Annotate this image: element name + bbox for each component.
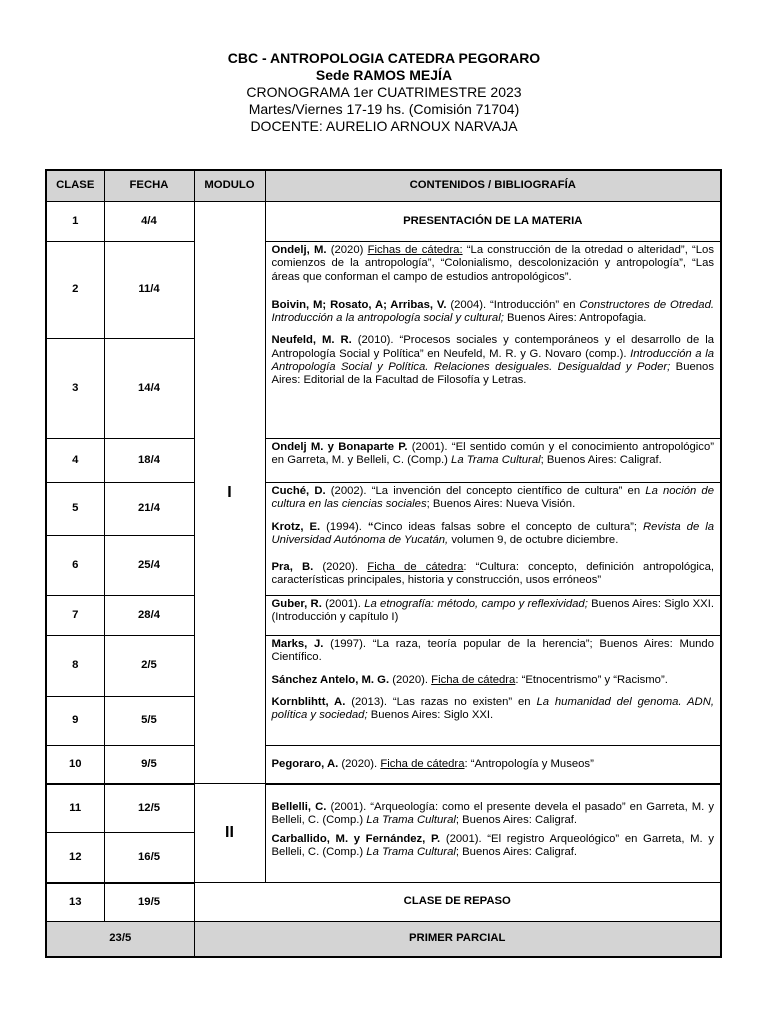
fecha-cell: 16/5 (104, 833, 194, 883)
fecha-cell: 28/4 (104, 596, 194, 636)
entry-marks: Marks, J. (1997). “La raza, teoría popular de la herencia”; Buenos Aires: Mundo Científico. (271, 638, 714, 664)
fecha-cell: 14/4 (104, 339, 194, 439)
content-cell (265, 439, 721, 483)
fecha-cell: 5/5 (104, 697, 194, 746)
fecha-cell: 19/5 (104, 883, 194, 922)
entry-krotz: Krotz, E. (1994). “Cinco ideas falsas sobre el concepto de cultura”; Revista de la Universidad Autónoma de Yucatán, volumen 9, de octubre diciembre. (271, 520, 714, 546)
fecha-cell: 18/4 (104, 439, 194, 483)
presentacion-cell: PRESENTACIÓN DE LA MATERIA (265, 202, 721, 242)
repaso-cell: CLASE DE REPASO (194, 883, 721, 922)
fecha-cell: 25/4 (104, 536, 194, 596)
content-cell (265, 483, 721, 596)
entry-pra: Pra, B. (2020). Ficha de cátedra: “Cultura: concepto, definición antropológica, características principales, historia y construcción, usos erróneos” (271, 561, 715, 587)
col-modulo: MODULO (194, 170, 265, 202)
entry-bellelli: Bellelli, C. (2001). “Arqueología: como el presente devela el pasado” en Garreta, M. y Belleli, C. (Comp.) La Trama Cultural; Buenos Aires: Caligraf. (271, 800, 714, 826)
clase-cell: 1 (46, 202, 104, 242)
table-header-row (46, 170, 721, 202)
table-row (46, 202, 721, 242)
table-row (46, 483, 721, 536)
entry-pegoraro: Pegoraro, A. (2020). Ficha de cátedra: “Antropología y Museos” (271, 757, 594, 770)
schedule-table (45, 169, 722, 958)
clase-cell: 11 (46, 784, 104, 833)
col-clase: CLASE (46, 170, 104, 202)
fecha-cell: 11/4 (104, 242, 194, 339)
content-cell (265, 596, 721, 636)
clase-cell: 12 (46, 833, 104, 883)
entry-neufeld: Neufeld, M. R. (2010). “Procesos sociales y contemporáneos y el desarrollo de la Antropología Social y Política” en Neufeld, M. R. y G. Novaro (comp.). Introducción a la Antropología Social y Política. Relaciones desiguales. Desigualdad y Poder; Buenos Aires: Editorial de la Facultad de Filosofía y Letras. (271, 334, 714, 387)
module-cell-1: I (194, 202, 265, 784)
table-row (46, 784, 721, 833)
class-times: Martes/Viernes 17-19 hs. (Comisión 71704) (248, 101, 520, 117)
fecha-cell: 12/5 (104, 784, 194, 833)
entry-sanchez: Sánchez Antelo, M. G. (2020). Ficha de cátedra: “Etnocentrismo” y “Racismo”. (271, 673, 668, 686)
content-cell (265, 746, 721, 784)
teacher: DOCENTE: AURELIO ARNOUX NARVAJA (250, 118, 518, 134)
module-cell-2: II (194, 784, 265, 883)
clase-cell: 9 (46, 697, 104, 746)
clase-cell: 8 (46, 636, 104, 697)
table-row (46, 746, 721, 784)
entry-cuche: Cuché, D. (2002). “La invención del concepto científico de cultura” en La noción de cultura en las ciencias sociales; Buenos Aires: Nueva Visión. (271, 485, 715, 511)
entry-ondelj-bonaparte: Ondelj M. y Bonaparte P. (2001). “El sentido común y el conocimiento antropológico” en Garreta, M. y Belleli, C. (Comp.) La Trama Cultural; Buenos Aires: Caligraf. (271, 441, 714, 467)
content-cell (265, 242, 721, 439)
fecha-cell: 4/4 (104, 202, 194, 242)
table-row (46, 883, 721, 922)
content-cell (265, 636, 721, 746)
fecha-cell: 9/5 (104, 746, 194, 784)
entry-kornblihtt: Kornblihtt, A. (2013). “Las razas no existen” en La humanidad del genoma. ADN, política y sociedad; Buenos Aires: Siglo XXI. (271, 695, 714, 722)
fecha-cell: 2/5 (104, 636, 194, 697)
clase-cell: 3 (46, 339, 104, 439)
table-row (46, 242, 721, 339)
parcial-date-cell: 23/5 (46, 922, 194, 957)
table-row (46, 439, 721, 483)
entry-guber: Guber, R. (2001). La etnografía: método, campo y reflexividad; Buenos Aires: Siglo XXI. (Introducción y capítulo I) (271, 598, 714, 624)
clase-cell: 6 (46, 536, 104, 596)
clase-cell: 10 (46, 746, 104, 784)
course-title: CBC - ANTROPOLOGIA CATEDRA PEGORARO (227, 50, 541, 66)
clase-cell: 5 (46, 483, 104, 536)
clase-cell: 2 (46, 242, 104, 339)
fecha-cell: 21/4 (104, 483, 194, 536)
content-cell (265, 784, 721, 883)
clase-cell: 7 (46, 596, 104, 636)
campus: Sede RAMOS MEJÍA (315, 67, 453, 83)
entry-boivin: Boivin, M; Rosato, A; Arribas, V. (2004). “Introducción” en Constructores de Otredad. Introducción a la antropología social y cultural; Buenos Aires: Antropofagia. (271, 298, 714, 325)
table-row (46, 636, 721, 697)
clase-cell: 13 (46, 883, 104, 922)
col-contenidos: CONTENIDOS / BIBLIOGRAFÍA (265, 170, 721, 202)
table-row (46, 596, 721, 636)
clase-cell: 4 (46, 439, 104, 483)
entry-ondelj: Ondelj, M. (2020) Fichas de cátedra: “La construcción de la otredad o alteridad”, “Los comienzos de la antropología”, “Colonialismo, descolonización y antropología”, “Las áreas que conforman el campo de estudios antropológicos”. (271, 244, 714, 283)
entry-carballido: Carballido, M. y Fernández, P. (2001). “El registro Arqueológico” en Garreta, M. y Belleli, C. (Comp.) La Trama Cultural; Buenos Aires: Caligraf. (271, 833, 714, 859)
schedule-title: CRONOGRAMA 1er CUATRIMESTRE 2023 (246, 84, 522, 100)
parcial-label-cell: PRIMER PARCIAL (194, 922, 721, 957)
document-header (0, 50, 768, 135)
col-fecha: FECHA (104, 170, 194, 202)
table-row (46, 922, 721, 957)
